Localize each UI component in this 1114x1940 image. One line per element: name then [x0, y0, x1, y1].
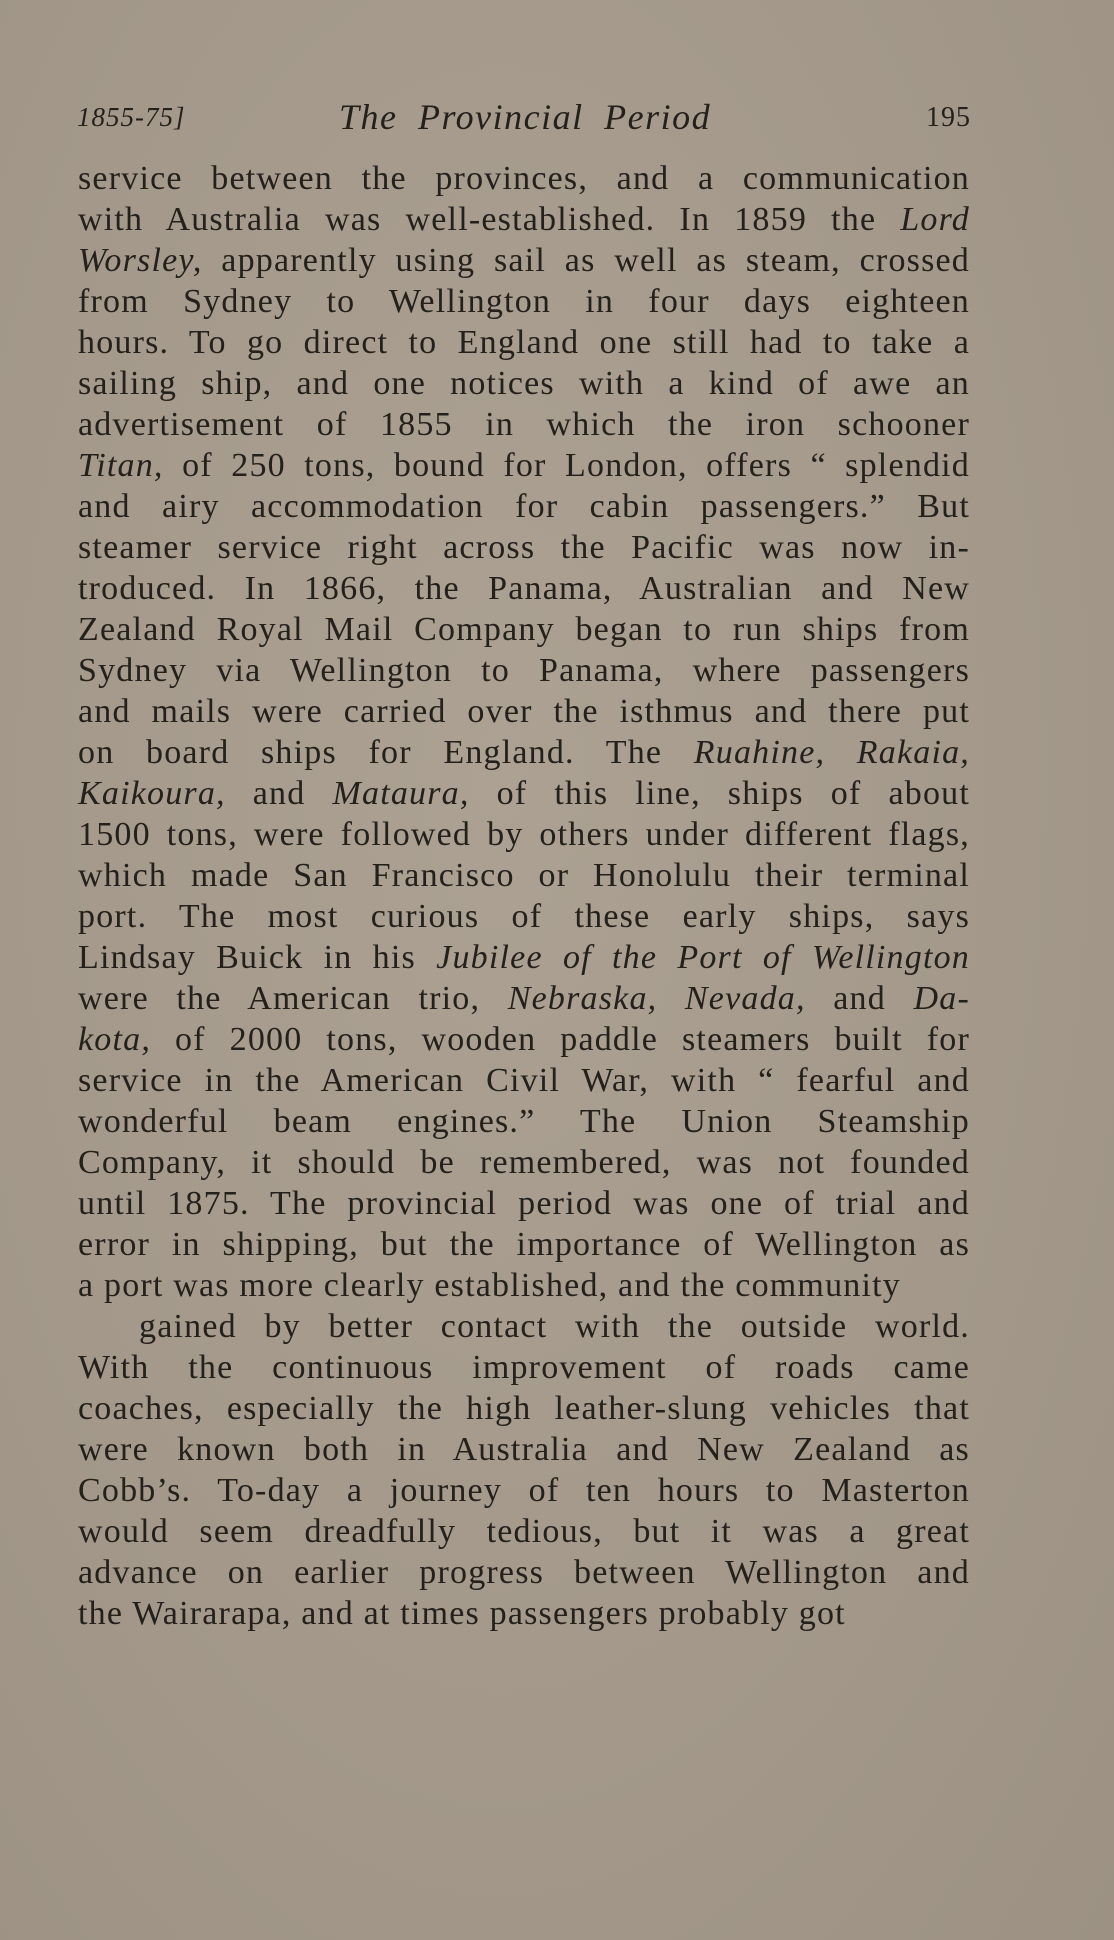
text-line: [78, 650, 970, 691]
text-line: [78, 199, 970, 240]
text-run: port. The most curious of these early ships, says: [78, 898, 970, 935]
text-run: and airy accommodation for cabin passengers.” But: [78, 488, 970, 525]
text-run: from Sydney to Wellington in four days eighteen: [78, 283, 970, 320]
date-range: 1855-75]: [77, 102, 186, 132]
italic-text: Worsley,: [78, 242, 203, 279]
text-run: which made San Francisco or Honolulu their terminal: [78, 857, 970, 894]
italic-text: Kaikoura,: [78, 775, 226, 812]
text-run: Cobb’s. To-day a journey of ten hours to Masterton: [78, 1472, 970, 1509]
text-line: [78, 691, 970, 732]
text-run: wonderful beam engines.” The Union Steamship: [78, 1103, 970, 1140]
italic-text: Mataura,: [332, 775, 470, 812]
text-line: [78, 855, 970, 896]
text-run: troduced. In 1866, the Panama, Australian and New: [78, 570, 970, 607]
text-line: [78, 281, 970, 322]
text-run: With the continuous improvement of roads came: [78, 1349, 970, 1386]
text-line: [78, 1224, 970, 1265]
body-text: [78, 158, 970, 1634]
text-line: [78, 896, 970, 937]
text-run: Company, it should be remembered, was not founded: [78, 1144, 970, 1181]
text-line: [78, 363, 970, 404]
italic-text: Ruahine, Rakaia,: [693, 734, 971, 771]
text-line: [78, 527, 970, 568]
italic-text: Jubilee of the Port of Wellington: [436, 939, 971, 976]
text-line: [78, 322, 970, 363]
italic-text: Da-: [913, 980, 970, 1017]
text-line: [78, 1347, 970, 1388]
text-run: apparently using sail as well as steam, crossed: [202, 242, 970, 279]
text-run: and: [805, 980, 914, 1017]
text-run: would seem dreadfully tedious, but it was a great: [78, 1513, 970, 1550]
text-line: [78, 445, 970, 486]
italic-text: Nebraska, Nevada,: [507, 980, 806, 1017]
text-line: [78, 609, 970, 650]
text-run: advertisement of 1855 in which the iron schooner: [78, 406, 970, 443]
text-run: sailing ship, and one notices with a kind of awe an: [78, 365, 970, 402]
text-line: [78, 1060, 970, 1101]
text-line: [78, 1593, 970, 1634]
text-line: [78, 1019, 970, 1060]
text-run: Lindsay Buick in his: [78, 939, 437, 976]
text-line: [78, 158, 970, 199]
text-line: [78, 240, 970, 281]
text-run: with Australia was well-established. In 1859 the: [78, 201, 901, 238]
text-run: advance on earlier progress between Wellington and: [78, 1554, 970, 1591]
text-run: and: [225, 775, 333, 812]
text-line: [78, 404, 970, 445]
text-run: Sydney via Wellington to Panama, where passengers: [78, 652, 970, 689]
text-line: [78, 1552, 970, 1593]
text-run: were known both in Australia and New Zealand as: [78, 1431, 970, 1468]
text-line: [78, 732, 970, 773]
text-run: gained by better contact with the outside world.: [139, 1308, 970, 1345]
text-run: were the American trio,: [78, 980, 508, 1017]
italic-text: kota,: [78, 1021, 152, 1058]
text-line: [78, 1511, 970, 1552]
text-line: [78, 1142, 970, 1183]
text-run: service between the provinces, and a communication: [78, 160, 970, 197]
text-line: [78, 568, 970, 609]
text-line: [78, 1101, 970, 1142]
text-line: [78, 1265, 970, 1306]
text-run: steamer service right across the Pacific was now in-: [78, 529, 970, 566]
text-line: [78, 486, 970, 527]
text-run: until 1875. The provincial period was one of trial and: [78, 1185, 970, 1222]
text-line: [78, 1183, 970, 1224]
running-title: The Provincial Period: [339, 97, 712, 137]
italic-text: Lord: [900, 201, 970, 238]
text-line: [78, 1429, 970, 1470]
text-run: a port was more clearly established, and the community: [78, 1267, 901, 1304]
text-run: and mails were carried over the isthmus and there put: [78, 693, 970, 730]
text-line: [78, 773, 970, 814]
text-line: [78, 1470, 970, 1511]
text-run: error in shipping, but the importance of Wellington as: [78, 1226, 970, 1263]
text-run: 1500 tons, were followed by others under different flags,: [78, 816, 970, 853]
text-run: coaches, especially the high leather-slung vehicles that: [78, 1390, 970, 1427]
text-line: [78, 1388, 970, 1429]
text-run: of 2000 tons, wooden paddle steamers built for: [151, 1021, 970, 1058]
page-number: 195: [926, 102, 971, 133]
running-header: [77, 96, 971, 142]
text-line: [78, 1306, 970, 1347]
text-run: of 250 tons, bound for London, offers “ splendid: [163, 447, 970, 484]
text-line: [78, 978, 970, 1019]
text-run: service in the American Civil War, with “ fearful and: [78, 1062, 970, 1099]
text-run: of this line, ships of about: [469, 775, 971, 812]
text-run: on board ships for England. The: [78, 734, 694, 771]
text-run: Zealand Royal Mail Company began to run ships from: [78, 611, 970, 648]
text-line: [78, 814, 970, 855]
text-run: the Wairarapa, and at times passengers probably got: [78, 1595, 846, 1632]
italic-text: Titan,: [78, 447, 164, 484]
text-line: [78, 937, 970, 978]
text-run: hours. To go direct to England one still had to take a: [78, 324, 970, 361]
